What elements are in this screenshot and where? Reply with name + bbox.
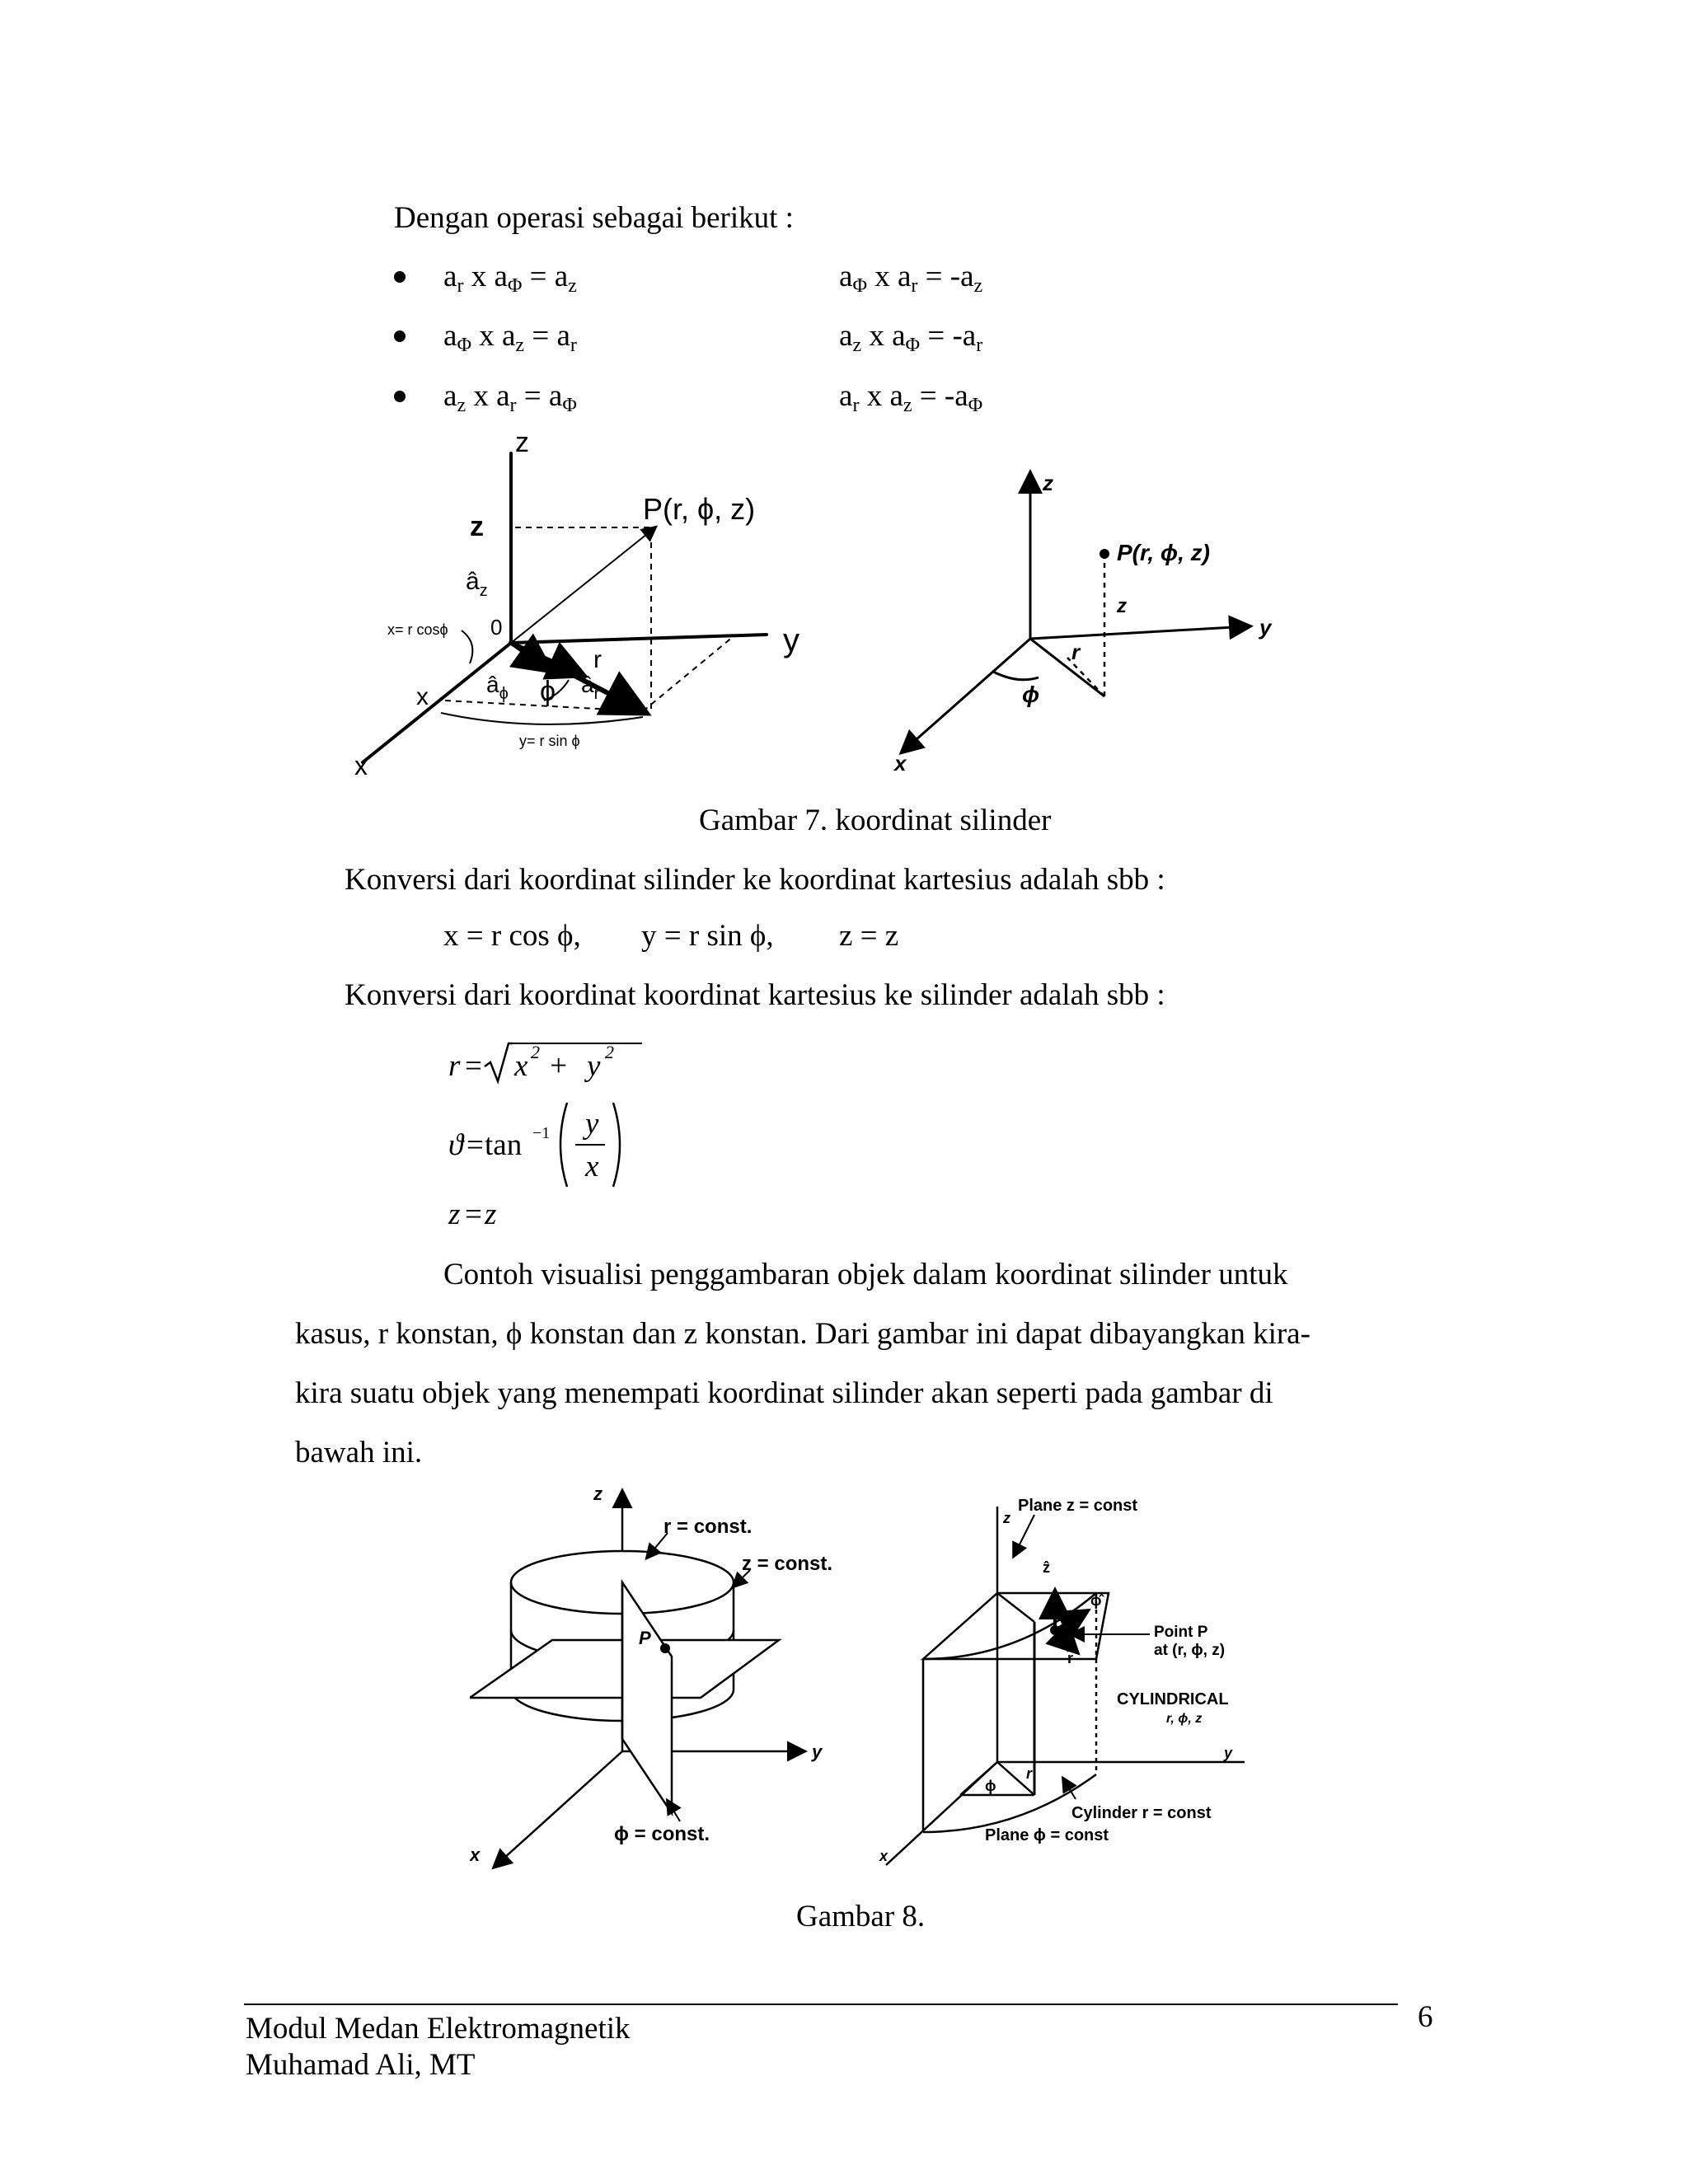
x-axis-label: x — [894, 751, 907, 775]
phihat-label: ϕ̂ — [1090, 1592, 1102, 1609]
origin-label: 0 — [490, 615, 503, 640]
conv1-eq-z: z = z — [839, 919, 899, 953]
phi-label: ϕ — [985, 1778, 996, 1794]
z-axis-label: z — [1003, 1510, 1010, 1526]
bullet-icon — [394, 330, 406, 342]
fig8-left-diagram — [470, 1483, 874, 1875]
paragraph-line-1: Contoh visualisi penggambaran objek dalam koordinat silinder untuk — [443, 1258, 1288, 1291]
point-p-label: Point P — [1154, 1624, 1208, 1641]
bullet-icon — [394, 391, 406, 402]
x-axis-line — [495, 1751, 622, 1867]
conv1-eq-x: x = r cos ϕ, — [443, 919, 581, 953]
x-axis-line — [903, 639, 1030, 752]
conv2-title: Konversi dari koordinat koordinat kartesius ke silinder adalah sbb : — [345, 978, 1165, 1012]
cylindrical-vars: r, ϕ, z — [1166, 1712, 1203, 1726]
x-axis-label: x — [354, 751, 368, 780]
sqrt-icon — [483, 1040, 513, 1086]
operation-right-2: $a_z$ x $a_\Phi = -a_r$ — [839, 319, 983, 356]
z-mark-label: z — [470, 511, 484, 542]
z-axis-label: z — [515, 429, 529, 458]
x-axis-label: x — [470, 1844, 481, 1865]
conv1-title: Konversi dari koordinat silinder ke koordinat kartesius adalah sbb : — [345, 863, 1165, 897]
cylindrical-label: CYLINDRICAL — [1117, 1690, 1229, 1708]
y-axis-label: y — [812, 1741, 823, 1762]
point-dot — [1100, 549, 1109, 559]
ysin-label: y= r sin ϕ — [519, 733, 580, 749]
z-axis-label: z — [593, 1483, 603, 1504]
zhat-label: ẑ — [1043, 1559, 1050, 1576]
intro-text: Dengan operasi sebagai berikut : — [394, 201, 794, 235]
operation-left-3: $a_z$ x $a_r = a_\Phi$ — [443, 379, 577, 416]
a-phi-label: $â_\phi$ — [486, 672, 509, 703]
phi-const-label: ϕ = const. — [614, 1823, 710, 1845]
plane-z-label: Plane z = const — [1018, 1497, 1138, 1515]
y-axis-label: y — [783, 622, 799, 658]
operation-left-1: $a_r$ x $a_\Phi = a_z$ — [443, 260, 577, 297]
fig8-right-diagram — [870, 1490, 1257, 1875]
page-number: 6 — [1418, 2000, 1433, 2034]
fig7-right-diagram — [874, 462, 1302, 775]
fig7-left-diagram — [338, 429, 832, 783]
operation-left-2: $a_\Phi$ x $a_z = a_r$ — [443, 319, 577, 356]
paragraph-line-4: bawah ini. — [295, 1436, 423, 1469]
phi-arc — [993, 672, 1039, 680]
x-short-label: x — [416, 683, 429, 710]
fig8-caption: Gambar 8. — [796, 1900, 926, 1933]
r-label: r — [1026, 1765, 1033, 1782]
y-axis-line — [1030, 626, 1249, 639]
x-axis-label: x — [879, 1848, 889, 1864]
phi-label: ϕ — [1022, 682, 1040, 707]
r-label: r — [593, 646, 602, 673]
operation-right-3: $a_r$ x $a_z = -a_\Phi$ — [839, 379, 983, 416]
rhat-label: r̂ — [1067, 1650, 1074, 1666]
y-axis-label: y — [1224, 1745, 1233, 1761]
a-r-label: $â_r$ — [581, 672, 600, 703]
z-axis-label: z — [1043, 471, 1053, 495]
r-label: r — [1071, 640, 1081, 664]
footer-line-1: Modul Medan Elektromagnetik — [246, 2012, 631, 2046]
y-axis-label: y — [1259, 615, 1272, 640]
point-label: P(r, ϕ, z) — [643, 492, 756, 526]
z-const-label: z = const. — [742, 1553, 833, 1575]
plane-phi-const-label: Plane ϕ = const — [985, 1826, 1109, 1844]
conv1-eq-y: y = r sin ϕ, — [641, 919, 774, 953]
footer-divider — [244, 2004, 1398, 2005]
r-line — [1030, 639, 1104, 696]
bullet-icon — [394, 271, 406, 283]
operation-right-1: $a_\Phi$ x $a_r = -a_z$ — [839, 260, 983, 297]
y-dash — [643, 636, 734, 711]
p-vector — [511, 527, 655, 643]
phi-label: ϕ — [540, 676, 556, 707]
az-label: $â_z$ — [466, 568, 488, 600]
z-mark-label: z — [1117, 595, 1127, 617]
formula-theta: ϑ = tan −1 y x — [448, 1099, 630, 1190]
point-p — [660, 1643, 670, 1653]
fig7-caption: Gambar 7. koordinat silinder — [699, 804, 1052, 837]
paragraph-line-2: kasus, r konstan, ϕ konstan dan z konstan. Dari gambar ini dapat dibayangkan kira- — [295, 1317, 1311, 1351]
cyl-r-const-label: Cylinder r = const — [1071, 1804, 1212, 1822]
point-label: P(r, ϕ, z) — [1117, 540, 1210, 565]
xcos-label: x= r cosϕ — [387, 621, 448, 638]
r-const-label: r = const. — [663, 1516, 753, 1538]
plane-phi — [622, 1582, 672, 1813]
p-label: P — [639, 1628, 651, 1648]
top-plane — [923, 1593, 1109, 1659]
point-p-coords: at (r, ϕ, z) — [1154, 1642, 1226, 1659]
footer-line-2: Muhamad Ali, MT — [246, 2048, 476, 2082]
paragraph-line-3: kira suatu objek yang menempati koordinat silinder akan seperti pada gambar di — [295, 1376, 1273, 1410]
